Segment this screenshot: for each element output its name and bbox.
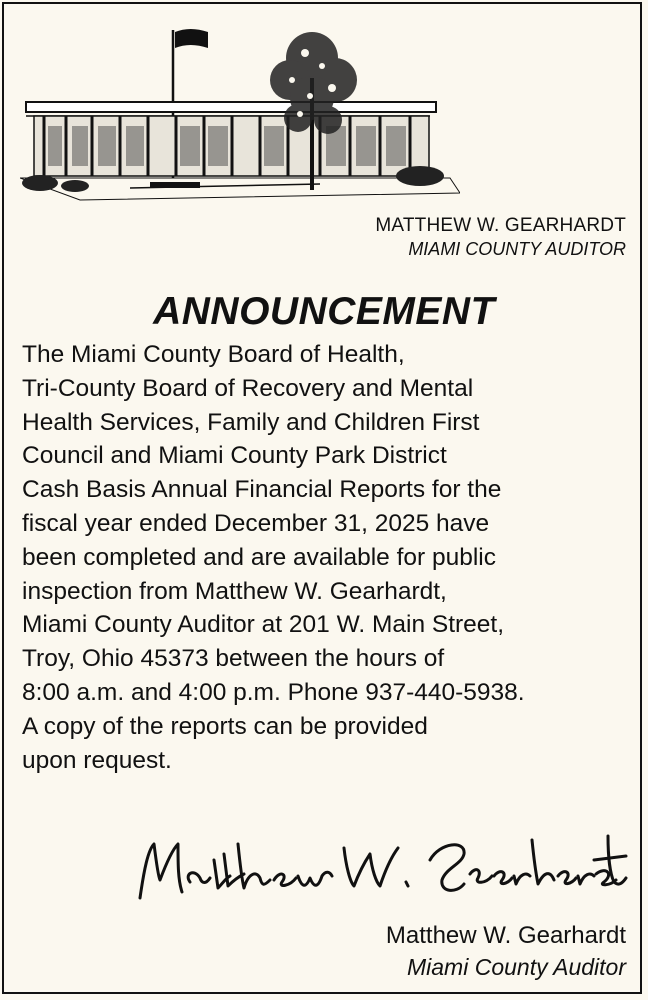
header-auditor-title: MIAMI COUNTY AUDITOR xyxy=(408,239,626,259)
body-line: Tri-County Board of Recovery and Mental xyxy=(22,374,474,402)
body-line: Troy, Ohio 45373 between the hours of xyxy=(22,645,445,673)
body-line: Council and Miami County Park District xyxy=(22,442,447,470)
header-block xyxy=(375,214,626,260)
courthouse-illustration xyxy=(20,18,460,208)
body-line: Health Services, Family and Children First xyxy=(22,408,480,436)
footer-auditor-name: Matthew W. Gearhardt xyxy=(385,922,626,949)
announcement-headline: ANNOUNCEMENT xyxy=(153,290,495,333)
body-line: been completed and are available for public xyxy=(22,543,496,571)
header-auditor-name: MATTHEW W. GEARHARDT xyxy=(375,215,626,236)
announcement-body xyxy=(22,338,642,777)
body-line: 8:00 a.m. and 4:00 p.m. Phone 937-440-5938. xyxy=(22,678,525,706)
body-line: Miami County Auditor at 201 W. Main Street, xyxy=(22,611,505,639)
handwritten-signature xyxy=(130,830,630,910)
footer-block xyxy=(386,920,626,982)
body-line: The Miami County Board of Health, xyxy=(22,341,405,368)
footer-auditor-title: Miami County Auditor xyxy=(406,954,626,980)
body-line: inspection from Matthew W. Gearhardt, xyxy=(22,577,447,605)
body-line: Cash Basis Annual Financial Reports for the xyxy=(22,476,502,504)
body-line: A copy of the reports can be provided xyxy=(22,712,428,740)
body-line: upon request. xyxy=(22,746,172,774)
body-line: fiscal year ended December 31, 2025 have xyxy=(22,509,490,537)
